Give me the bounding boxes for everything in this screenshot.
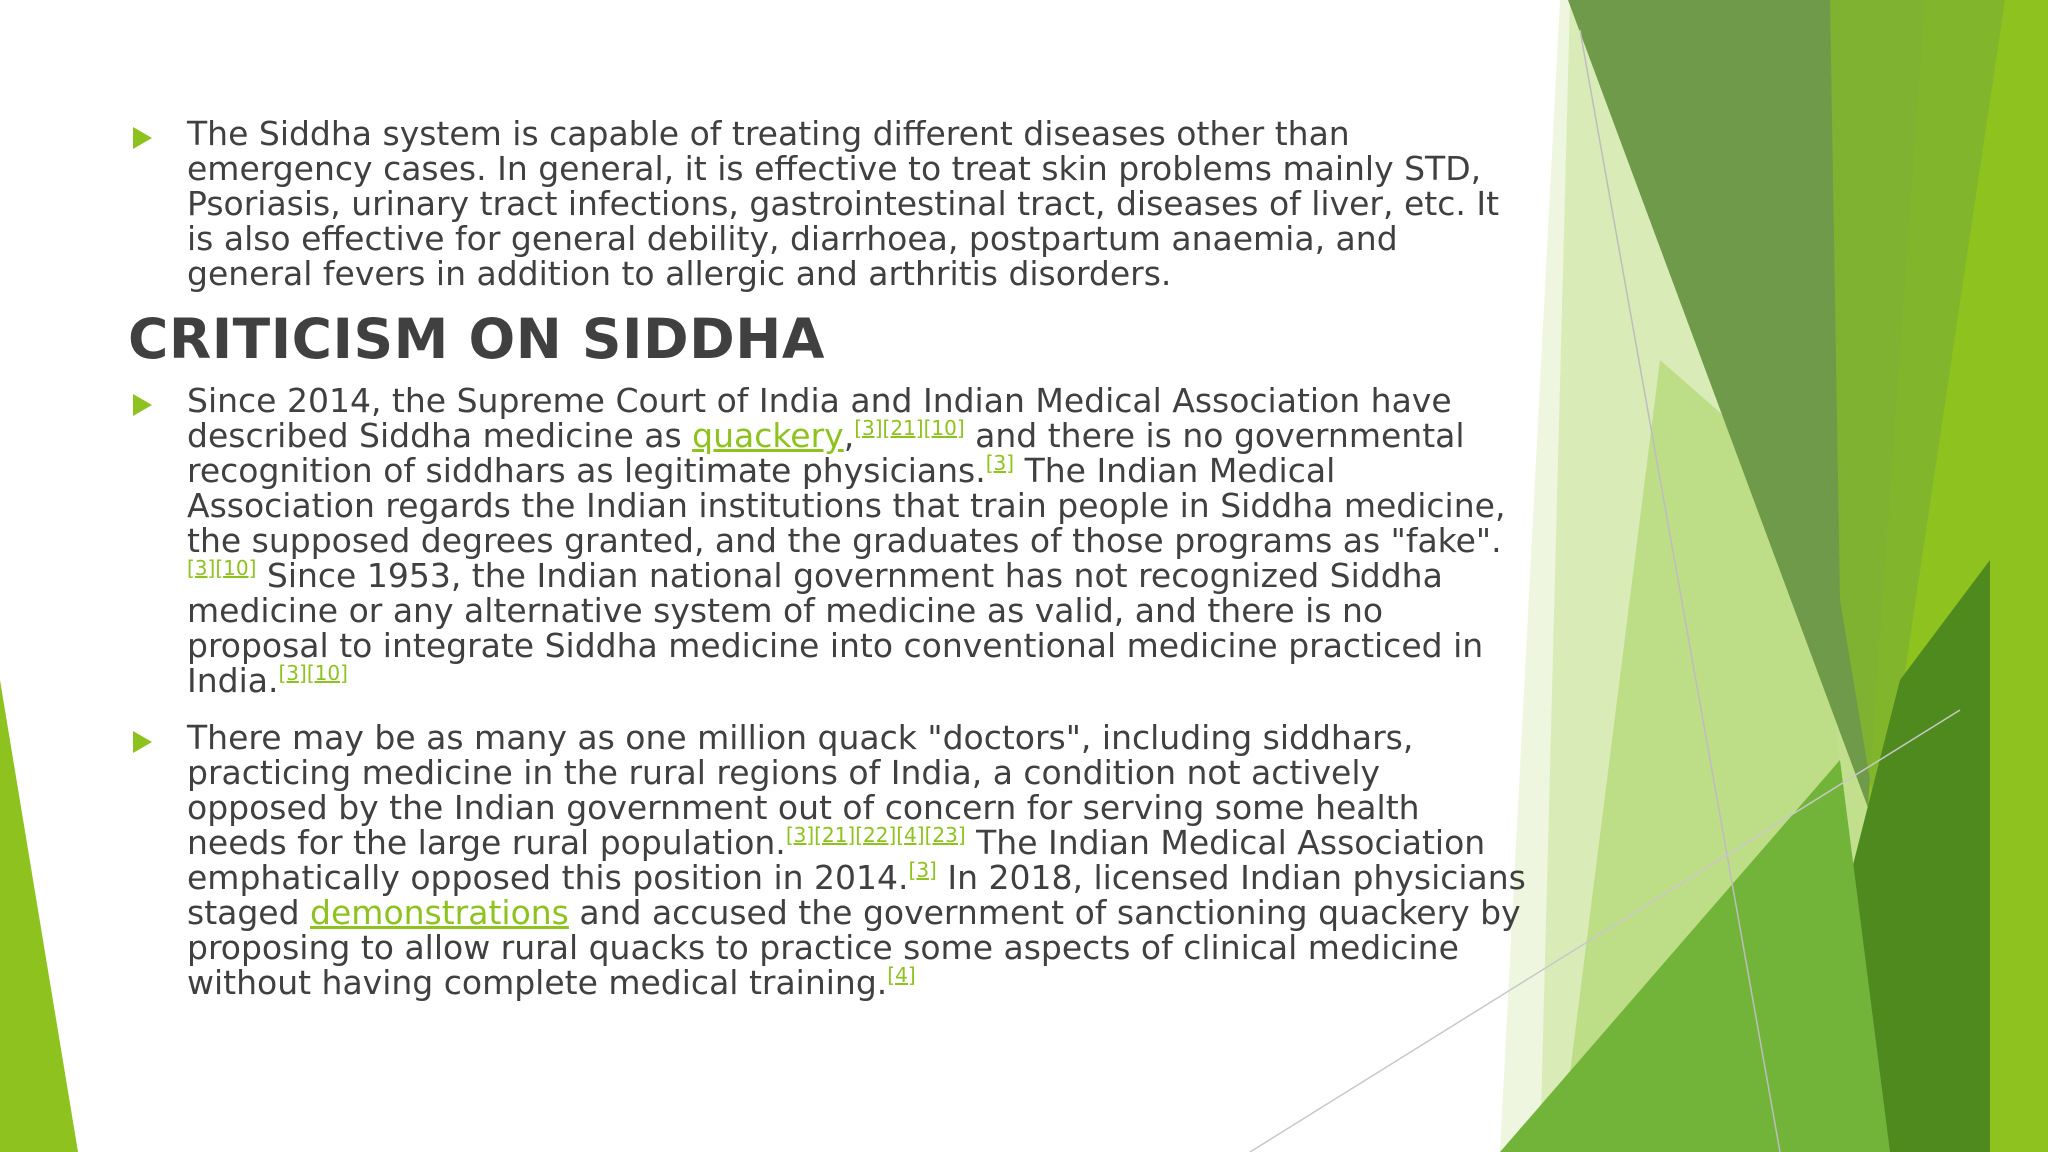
text-run: Since 2014, the Supreme Court of India and Indian Medical Association have described Siddha medicine as (187, 381, 1452, 455)
text-run: Since 1953, the Indian national government has not recognized Siddha medicine or any alternative system of medicine as valid, and there is no proposal to integrate Siddha medicine into conventional medicine practiced in India. (187, 556, 1484, 700)
triangle-right-icon (133, 394, 152, 416)
bullet-text (187, 720, 1528, 1000)
bullet-text: The Siddha system is capable of treating different diseases other than emergency cases. In general, it is effective to treat skin problems mainly STD, Psoriasis, urinary tract infections, gastrointestinal tract, diseases of liver, etc. It is also effective for general debility, diarrhoea, postpartum anaemia, and general fevers in addition to allergic and arthritis disorders. (187, 114, 1500, 293)
section-heading: CRITICISM ON SIDDHA (128, 307, 825, 371)
quackery-link[interactable]: quackery (692, 416, 844, 455)
citation-link[interactable]: [3][10] (187, 556, 257, 580)
text-run: The Indian Medical Association regards the Indian institutions that train people in Siddha medicine, the supposed degrees granted, and the graduates of those programs as "fake". (187, 451, 1506, 560)
text-run: and there is no governmental recognition of siddhars as legitimate physicians. (187, 416, 1465, 490)
text-run: There may be as many as one million quack "doctors", including siddhars, practicing medicine in the rural regions of India, a condition not actively opposed by the Indian government out of concern for serving some health needs for the large rural population. (187, 718, 1420, 862)
demonstrations-link[interactable]: demonstrations (310, 893, 569, 932)
bullet-item-quack-doctors (128, 720, 1528, 1000)
triangle-right-icon (133, 127, 152, 149)
citation-link[interactable]: [3][21][10] (854, 416, 965, 440)
citation-link[interactable]: [3] (908, 858, 937, 882)
bullet-item-treatments (128, 116, 1528, 291)
bullet-item-criticism (128, 383, 1528, 698)
bullet-text (187, 383, 1528, 698)
text-run: The Indian Medical Association emphatically opposed this position in 2014. (187, 823, 1486, 897)
citation-link[interactable]: [3][10] (278, 661, 348, 685)
triangle-right-icon (133, 731, 152, 753)
text-run: , (843, 416, 855, 455)
text-run: In 2018, licensed Indian physicians staged (187, 858, 1526, 932)
slide-content (128, 116, 1528, 1000)
citation-link[interactable]: [4] (887, 963, 916, 987)
left-accent-shape (0, 680, 78, 1152)
citation-link[interactable]: [3][21][22][4][23] (785, 823, 966, 847)
citation-link[interactable]: [3] (985, 451, 1015, 475)
text-run: and accused the government of sanctioning quackery by proposing to allow rural quacks to practice some aspects of clinical medicine without having complete medical training. (187, 893, 1521, 1002)
